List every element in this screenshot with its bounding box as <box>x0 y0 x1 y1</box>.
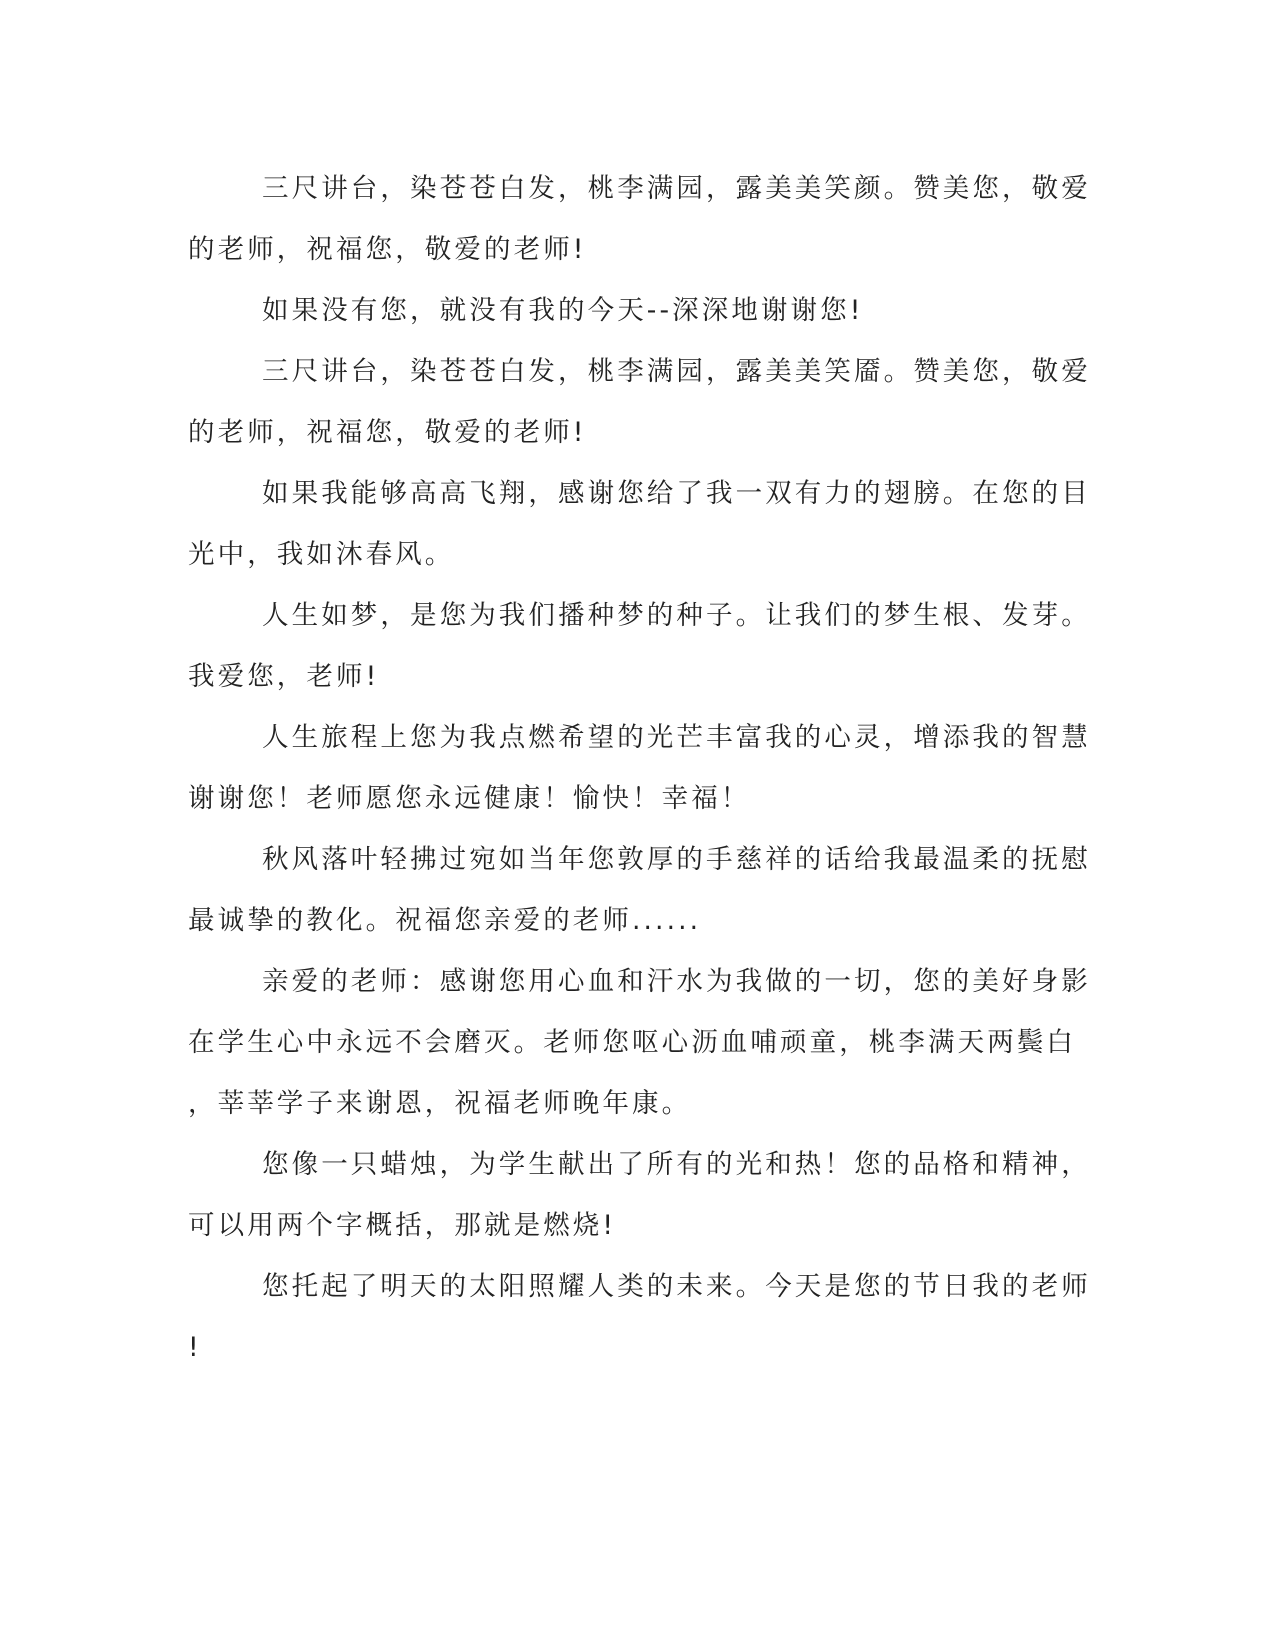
paragraph-line: 人生旅程上您为我点燃希望的光芒丰富我的心灵，增添我的智慧 <box>262 722 1091 753</box>
paragraph-line: ，莘莘学子来谢恩，祝福老师晚年康。 <box>188 1088 692 1119</box>
paragraph-line: ! <box>188 1332 202 1363</box>
paragraph-line: 可以用两个字概括，那就是燃烧! <box>188 1210 617 1241</box>
paragraph-line: 在学生心中永远不会磨灭。老师您呕心沥血哺顽童，桃李满天两鬓白 <box>188 1027 1076 1058</box>
paragraph-line: 光中，我如沐春风。 <box>188 539 455 570</box>
paragraph-line: 亲爱的老师：感谢您用心血和汗水为我做的一切，您的美好身影 <box>262 966 1091 997</box>
paragraph-line: 我爱您，老师! <box>188 661 380 692</box>
paragraph-line: 三尺讲台，染苍苍白发，桃李满园，露美美笑靥。赞美您，敬爱 <box>262 356 1091 387</box>
paragraph-line: 谢谢您！老师愿您永远健康！愉快！幸福！ <box>188 783 751 814</box>
paragraph-line: 您托起了明天的太阳照耀人类的未来。今天是您的节日我的老师 <box>262 1271 1091 1302</box>
paragraph-line: 人生如梦，是您为我们播种梦的种子。让我们的梦生根、发芽。 <box>262 600 1091 631</box>
paragraph-line: 如果我能够高高飞翔，感谢您给了我一双有力的翅膀。在您的目 <box>262 478 1091 509</box>
paragraph-line: 的老师，祝福您，敬爱的老师! <box>188 417 587 448</box>
paragraph-line: 三尺讲台，染苍苍白发，桃李满园，露美美笑颜。赞美您，敬爱 <box>262 173 1091 204</box>
paragraph-line: 最诚挚的教化。祝福您亲爱的老师...... <box>188 905 702 936</box>
document-body <box>188 158 1091 1378</box>
paragraph-line: 您像一只蜡烛，为学生献出了所有的光和热！您的品格和精神， <box>262 1149 1091 1180</box>
paragraph-line: 如果没有您，就没有我的今天--深深地谢谢您! <box>262 295 864 326</box>
paragraph-line: 的老师，祝福您，敬爱的老师! <box>188 234 587 265</box>
paragraph-line: 秋风落叶轻拂过宛如当年您敦厚的手慈祥的话给我最温柔的抚慰 <box>262 844 1091 875</box>
